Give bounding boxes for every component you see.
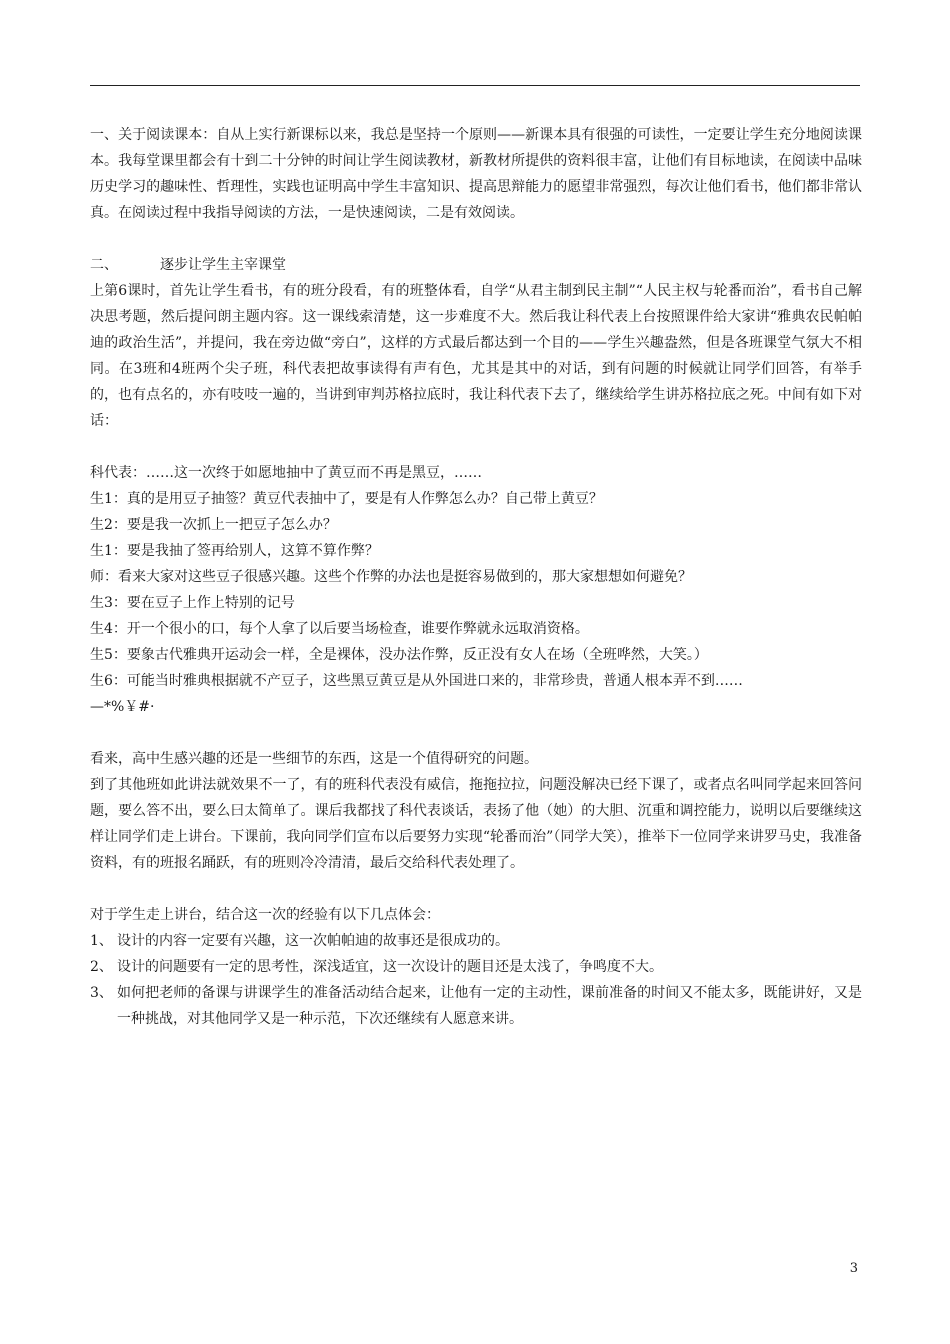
page-number: 3 <box>849 1261 858 1276</box>
experience-intro: 对于学生走上讲台，结合这一次的经验有以下几点体会： <box>90 907 440 923</box>
dialogue-line: 生3：要在豆子上作上特别的记号 <box>90 595 295 611</box>
list-item-number: 1、 <box>90 933 113 949</box>
paragraph-gap <box>90 226 862 252</box>
list-item <box>90 980 862 1032</box>
dialogue-line: —*%￥#· <box>90 699 155 715</box>
document-body <box>90 122 862 1032</box>
dialogue-line: 生1：要是我抽了签再给别人，这算不算作弊？ <box>90 543 379 559</box>
section-title: 逐步让学生主宰课堂 <box>160 257 286 273</box>
dialogue-line: 生2：要是我一次抓上一把豆子怎么办？ <box>90 517 337 533</box>
reflection-line: 看来，高中生感兴趣的还是一些细节的东西，这是一个值得研究的问题。 <box>90 751 538 767</box>
list-item <box>90 954 862 980</box>
dialogue-block <box>90 460 862 720</box>
list-item-text: 设计的内容一定要有兴趣，这一次帕帕迪的故事还是很成功的。 <box>117 933 509 949</box>
section-number: 二、 <box>90 257 118 273</box>
section-reading-paragraph: 一、关于阅读课本：自从上实行新课标以来，我总是坚持一个原则——新课本具有很强的可读性，一定要让学生充分地阅读课本。我每堂课里都会有十到二十分钟的时间让学生阅读教材，新教材所提供的资料很丰富，让他们有目标地读，在阅读中品味历史学习的趣味性、哲理性，实践也证明高中学生丰富知识、提高思辩能力的愿望非常强烈，每次让他们看书，他们都非常认真。在阅读过程中我指导阅读的方法，一是快速阅读，二是有效阅读。 <box>90 127 862 221</box>
list-item-number: 2、 <box>90 959 113 975</box>
section-heading <box>90 252 862 278</box>
reflection-paragraph: 到了其他班如此讲法就效果不一了，有的班科代表没有威信，拖拖拉拉，问题没解决已经下课了，或者点名叫同学起来回答问题，要么答不出，要么曰太简单了。课后我都找了科代表谈话，表扬了他（她）的大胆、沉重和调控能力，说明以后要继续这样让同学们走上讲台。下课前，我向同学们宣布以后要努力实现“轮番而治”（同学大笑），推举下一位同学来讲罗马史，我准备资料，有的班报名踊跃，有的班则冷冷清清，最后交给科代表处理了。 <box>90 777 862 871</box>
list-item-text: 设计的问题要有一定的思考性，深浅适宜，这一次设计的题目还是太浅了，争鸣度不大。 <box>117 959 663 975</box>
experience-list <box>90 928 862 1032</box>
dialogue-line: 生1：真的是用豆子抽签？黄豆代表抽中了，要是有人作弊怎么办？自己带上黄豆？ <box>90 491 603 507</box>
list-item <box>90 928 862 954</box>
dialogue-line: 生6：可能当时雅典根据就不产豆子，这些黑豆黄豆是从外国进口来的，非常珍贵，普通人根本弄不到…… <box>90 673 743 689</box>
dialogue-line: 师：看来大家对这些豆子很感兴趣。这些个作弊的办法也是挺容易做到的，那大家想想如何避免？ <box>90 569 692 585</box>
paragraph-gap <box>90 434 862 460</box>
list-item-text: 如何把老师的备课与讲课学生的准备活动结合起来，让他有一定的主动性，课前准备的时间又不能太多，既能讲好，又是一种挑战，对其他同学又是一种示范，下次还继续有人愿意来讲。 <box>117 985 862 1027</box>
section-classroom-paragraph: 上第6课时，首先让学生看书，有的班分段看，有的班整体看，自学“从君主制到民主制”“人民主权与轮番而治”，看书自己解决思考题，然后提问朗主题内容。这一课线索清楚，这一步难度不大。然后我让科代表上台按照课件给大家讲“雅典农民帕帕迪的政治生活”，并提问，我在旁边做“旁白”，这样的方式最后都达到一个目的——学生兴趣盎然，但是各班课堂气氛大不相同。在3班和4班两个尖子班，科代表把故事读得有声有色，尤其是其中的对话，到有问题的时候就让同学们回答，有举手的，也有点名的，亦有吱吱一遍的，当讲到审判苏格拉底时，我让科代表下去了，继续给学生讲苏格拉底之死。中间有如下对话： <box>90 283 862 429</box>
dialogue-line: 科代表：……这一次终于如愿地抽中了黄豆而不再是黑豆，…… <box>90 465 482 481</box>
list-item-number: 3、 <box>90 985 113 1001</box>
dialogue-line: 生4：开一个很小的口，每个人拿了以后要当场检查，谁要作弊就永远取消资格。 <box>90 621 589 637</box>
paragraph-gap <box>90 876 862 902</box>
paragraph-gap <box>90 720 862 746</box>
dialogue-line: 生5：要象古代雅典开运动会一样，全是裸体，没办法作弊，反正没有女人在场（全班哗然，大笑。） <box>90 647 708 663</box>
header-rule <box>90 85 860 86</box>
